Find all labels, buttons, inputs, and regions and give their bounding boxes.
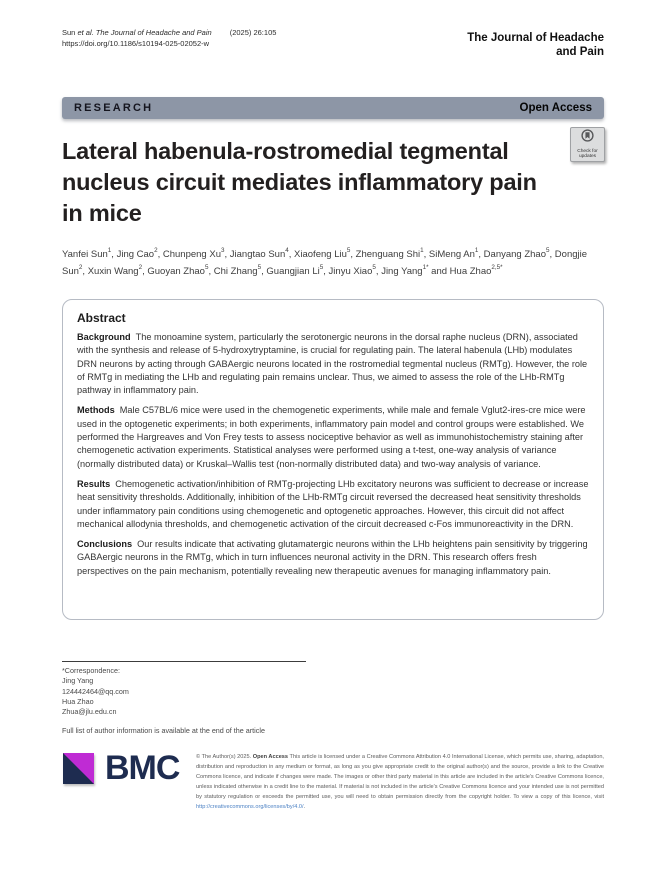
abstract-section: Methods Male C57BL/6 mice were used in the chemogenetic experiments, while male and female Vglut2-ires-cre mice were used in the optogenetic experiments; in both experiments, inflammatory pain model and control groups were established. We performed the Hargreaves and Von Frey tests to assess nociceptive behavior as well as immunohistochemistry staining after chemogenetic activation experiments. Statistical analyses were performed using a t-test, one-way analysis of variance (normally distributed data) or Kruskal–Wallis test (non-normally distributed data) and two-way analysis of variance.	[77, 405, 586, 469]
article-title-line: Lateral habenula-rostromedial tegmental	[62, 138, 509, 164]
check-for-updates-label	[577, 149, 598, 160]
license-text	[196, 752, 604, 812]
author: Jiangtao Sun$^4$	[229, 247, 289, 260]
author: Xiaofeng Liu$^5$	[294, 247, 351, 260]
citation-ref: (2025) 26:105	[229, 28, 277, 37]
correspondence-name: Hua Zhao	[62, 696, 94, 706]
license-prefix: © The Author(s) 2025.	[196, 754, 253, 760]
author: Chunpeng Xu$^3$	[162, 247, 225, 260]
abstract-section-label: Background	[77, 332, 131, 342]
author: Guangjian Li$^5$	[266, 263, 324, 277]
open-access-label: Open Access	[519, 102, 592, 114]
abstract-section: Conclusions Our results indicate that activating glutamatergic neurons within the LHb heightens pain sensitivity by triggering GABAergic neurons in the RMTg, which in turn influences neuronal activity in the DRN. This research offers fresh perspectives on the pain mechanism, potentially revealing new therapeutic avenues for managing inflammatory pain.	[77, 539, 588, 576]
doi-link[interactable]: https://doi.org/10.1186/s10194-025-02052-w	[62, 39, 210, 48]
bmc-logo-text: BMC	[105, 749, 180, 787]
author: Dongjie Sun$^2$	[62, 249, 588, 277]
author: Chi Zhang$^5$	[213, 263, 262, 277]
correspondence-email[interactable]: 124442464@qq.com	[62, 686, 129, 696]
correspondence-label: *Correspondence:	[62, 666, 120, 675]
badge-line2: updates	[578, 154, 597, 160]
journal-name-line1: The Journal of Headache	[467, 32, 604, 44]
citation-journal: et al. The Journal of Headache and Pain	[77, 28, 212, 37]
author: Jing Cao$^2$	[116, 247, 158, 260]
author: Zhenguang Shi$^1$	[355, 247, 424, 260]
abstract-section-label: Results	[77, 478, 111, 489]
badge-line1: Check for	[577, 148, 598, 154]
footnote-divider	[62, 661, 306, 662]
author: Jinyu Xiao$^5$	[328, 263, 376, 277]
journal-name-line2: and Pain	[556, 46, 604, 58]
abstract-heading: Abstract	[77, 311, 126, 325]
license-url-link[interactable]: http://creativecommons.org/licenses/by/4.0/	[196, 804, 304, 810]
author: Jing Yang$^{1*}$	[381, 263, 429, 277]
author: Yanfei Sun$^1$	[62, 247, 112, 260]
correspondence-email[interactable]: Zhua@jlu.edu.cn	[62, 707, 117, 717]
license-suffix: .	[303, 804, 306, 810]
article-title-line: in mice	[62, 200, 142, 226]
correspondence-entries	[62, 676, 129, 717]
article-type-banner	[62, 97, 604, 119]
author: SiMeng An$^1$	[428, 247, 479, 260]
bmc-logo	[63, 749, 180, 787]
abstract-section-label: Methods	[77, 405, 115, 416]
correspondence-block	[62, 666, 129, 717]
author-info-note: Full list of author information is available at the end of the article	[62, 726, 265, 735]
author: Xuxin Wang$^2$	[87, 263, 143, 277]
check-for-updates-button[interactable]	[570, 127, 605, 162]
correspondence-name: Jing Yang	[62, 676, 94, 686]
article-title	[62, 136, 562, 229]
citation-line	[62, 27, 276, 38]
abstract-section-label: Conclusions	[77, 539, 133, 550]
page-header	[62, 27, 604, 59]
author: Hua Zhao$^{2,5*}$	[449, 263, 503, 277]
article-title-line: nucleus circuit mediates inflammatory pain	[62, 169, 537, 195]
license-body: This article is licensed under a Creative Commons Attribution 4.0 International License, which permits use, sharing, adaptation, distribution and reproduction in any medium or format, as long as you give appropriate credit to the original author(s) and the source, provide a link to the Creative Commons licence, and indicate if changes were made. The images or other third party material in this article are included in the article's Creative Commons licence, unless indicated otherwise in a credit line to the material. If material is not included in the article's Creative Commons licence and your intended use is not permitted by statutory regulation or exceeds the permitted use, you will need to obtain permission directly from the copyright holder. To view a copy of this licence, visit	[196, 754, 604, 800]
author: Danyang Zhao$^5$	[483, 247, 550, 260]
article-type-label: RESEARCH	[74, 102, 154, 114]
abstract-section: Results Chemogenetic activation/inhibition of RMTg-projecting LHb excitatory neurons was sufficient to decrease or increase heat sensitivity thresholds. Additionally, inhibition of the LHb-RMTg circuit reversed the decreased heat sensitivity thresholds under inflammatory pain conditions using chemogenetic and optogenetic approaches. However, this circuit did not affect mechanical allodynia thresholds, and chemogenetic activation of the circuit decreased c-Fos immunoreactivity in the DRN.	[77, 478, 589, 529]
bmc-logo-icon	[63, 753, 94, 784]
citation-authors: Sun	[62, 28, 78, 37]
crossmark-icon	[581, 129, 594, 147]
author: Guoyan Zhao$^5$	[147, 263, 209, 277]
journal-name	[467, 31, 604, 59]
abstract-box	[62, 299, 604, 620]
citation-block	[62, 27, 276, 49]
license-open-access: Open Access	[252, 754, 289, 760]
abstract-body	[77, 331, 589, 578]
author-list: Yanfei Sun$^1$, Jing Cao$^2$, Chunpeng Xu$^3$, Jiangtao Sun$^4$, Xiaofeng Liu$^5$, Zhenguang Shi$^1$, SiMeng An$^1$, Danyang Zhao$^5$, Dongjie Sun$^2$, Xuxin Wang$^2$, Guoyan Zhao$^5$, Chi Zhang$^5$, Guangjian Li$^5$, Jinyu Xiao$^5$, Jing Yang$^{1*}$ and Hua Zhao$^{2,5*}$	[62, 247, 588, 277]
abstract-section: Background The monoamine system, particularly the serotonergic neurons in the dorsal raphe nucleus (DRN), associated with the synthesis and release of 5-hydroxytryptamine, is crucial for regulating pain. The lateral habenula (LHb) modulates DRN neurons by acting through GABAergic neurons located in the rostromedial tegmental nucleus (RMTg). However, the role of RMTg in mediating the LHb and regulating pain remains unclear. Thus, we aimed to assess the role of the LHb-RMTg pathway in inflammatory pain.	[77, 332, 588, 396]
